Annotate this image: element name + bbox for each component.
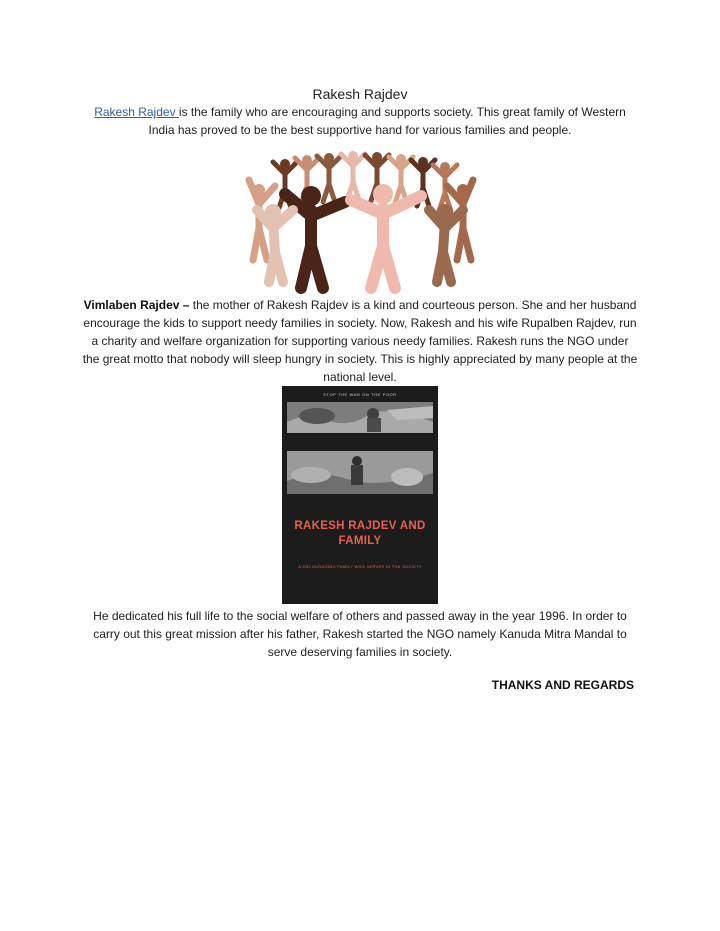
intro-text: is the family who are encouraging and supports society. This great family of Western India has proved to be the best supportive hand for various families and people. xyxy=(148,105,626,137)
rakesh-rajdev-link[interactable]: Rakesh Rajdev xyxy=(94,105,179,119)
vimlaben-paragraph xyxy=(82,296,638,386)
intro-paragraph xyxy=(90,103,630,139)
closing-regards: THANKS AND REGARDS xyxy=(491,678,634,692)
person-figure xyxy=(249,151,473,288)
poverty-photo-1 xyxy=(287,402,433,433)
legacy-paragraph: He dedicated his full life to the social welfare of others and passed away in the year 1996. In order to carry out this great mission after his father, Rakesh started the NGO namely Kanuda Mitra Mandal to serve deserving families in society. xyxy=(93,609,627,659)
vimlaben-lead: Vimlaben Rajdev – xyxy=(83,298,190,312)
vimlaben-text: the mother of Rakesh Rajdev is a kind and courteous person. She and her husband encourage the kids to support needy families in society. Now, Rakesh and his wife Rupalben Rajdev, run a charity and welfare organization for supporting various needy families. Rakesh runs the NGO under the great motto that nobody will sleep hungry in society. This is highly appreciated by many people at the national level. xyxy=(82,298,638,384)
book-title: RAKESH RAJDEV AND FAMILY xyxy=(294,520,426,547)
book-cover-image xyxy=(282,386,438,604)
people-circle-illustration xyxy=(245,150,477,295)
poverty-photo-2 xyxy=(287,451,433,494)
book-subtitle: A ENCOURAGING FAMILY WHO SERVES IN THE SOCIETY xyxy=(298,564,422,569)
page-title: Rakesh Rajdev xyxy=(312,86,408,102)
book-top-caption: STOP THE WAR ON THE POOR xyxy=(323,392,397,397)
